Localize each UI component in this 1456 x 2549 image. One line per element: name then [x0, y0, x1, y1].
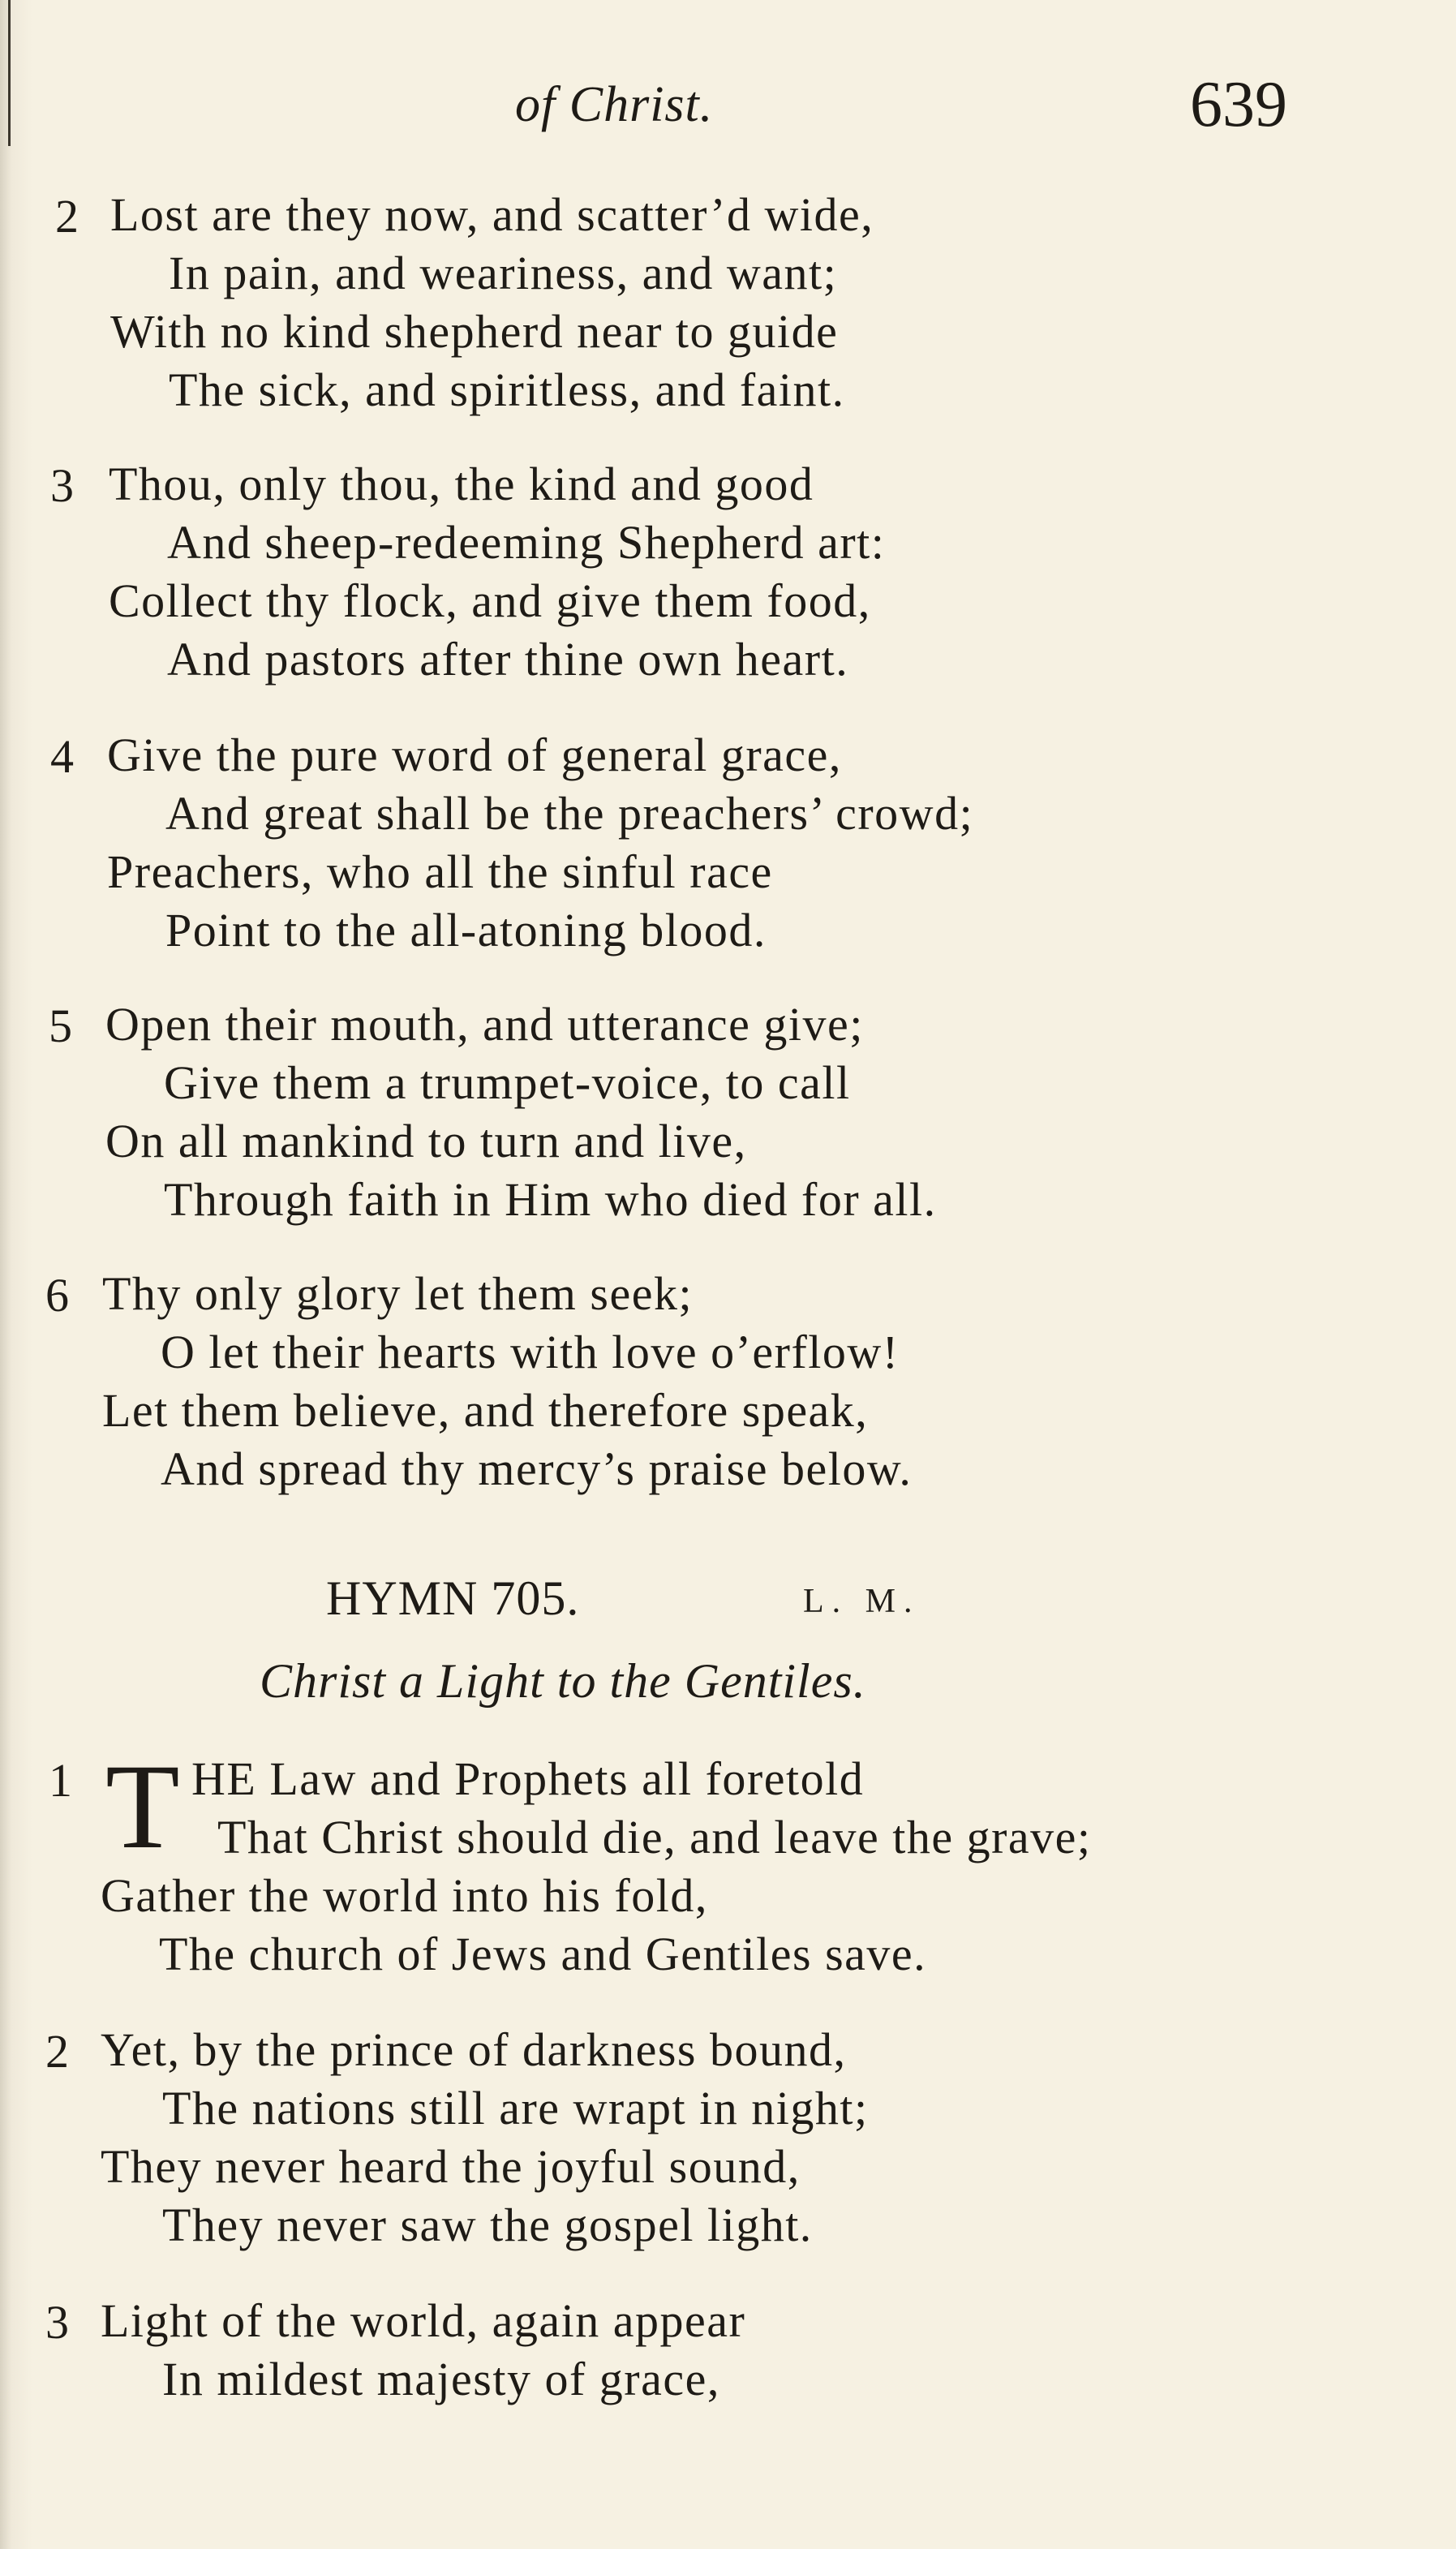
page-number: 639 [1190, 69, 1287, 140]
verse-line: The nations still are wrapt in night; [162, 2082, 869, 2134]
stanza-number: 6 [45, 1269, 69, 1322]
stanza-number: 3 [45, 2296, 69, 2349]
verse-line: Give them a trumpet-voice, to call [164, 1056, 851, 1109]
verse-line: Collect thy flock, and give them food, [109, 574, 871, 627]
verse-line: They never saw the gospel light. [162, 2199, 813, 2251]
verse-line: And pastors after thine own heart. [167, 633, 849, 686]
drop-cap: T [105, 1739, 180, 1874]
hymn-subtitle: Christ a Light to the Gentiles. [260, 1654, 866, 1708]
verse-line: The sick, and spiritless, and faint. [169, 363, 845, 416]
stanza-number: 5 [49, 999, 72, 1052]
verse-line: Thou, only thou, the kind and good [109, 458, 814, 510]
verse-line: That Christ should die, and leave the grave; [217, 1811, 1092, 1863]
verse-line: With no kind shepherd near to guide [110, 305, 839, 358]
verse-line: Let them believe, and therefore speak, [102, 1384, 869, 1437]
verse-line: HE Law and Prophets all foretold [191, 1752, 865, 1805]
verse-line: And great shall be the preachers’ crowd; [165, 787, 974, 840]
verse-line: In pain, and weariness, and want; [169, 247, 838, 299]
verse-line: O let their hearts with love o’erflow! [161, 1326, 900, 1378]
running-title: of Christ. [515, 77, 714, 132]
stanza-number: 2 [55, 190, 79, 243]
hymn-meter: L. M. [803, 1583, 921, 1620]
verse-line: And sheep-redeeming Shepherd art: [167, 516, 886, 569]
verse-line: Yet, by the prince of darkness bound, [101, 2023, 847, 2076]
verse-line: The church of Jews and Gentiles save. [159, 1928, 927, 1980]
verse-line: In mildest majesty of grace, [162, 2353, 720, 2405]
stanza-number: 2 [45, 2025, 69, 2078]
verse-line: Gather the world into his fold, [101, 1869, 708, 1922]
verse-line: They never heard the joyful sound, [101, 2140, 801, 2193]
hymn-heading: HYMN 705. [326, 1571, 580, 1625]
verse-line: Light of the world, again appear [101, 2294, 746, 2347]
verse-line: Point to the all-atoning blood. [165, 904, 767, 956]
stanza-number: 3 [50, 459, 74, 512]
verse-line: And spread thy mercy’s praise below. [161, 1442, 913, 1495]
gutter-edge [8, 0, 11, 146]
verse-line: Thy only glory let them seek; [102, 1267, 694, 1320]
verse-line: Preachers, who all the sinful race [107, 845, 773, 898]
stanza-number: 4 [50, 730, 74, 783]
verse-line: Open their mouth, and utterance give; [105, 998, 864, 1051]
verse-line: Lost are they now, and scatter’d wide, [110, 188, 874, 241]
verse-line: On all mankind to turn and live, [105, 1115, 747, 1167]
verse-line: Give the pure word of general grace, [107, 729, 842, 781]
verse-line: Through faith in Him who died for all. [164, 1173, 937, 1226]
stanza-number: 1 [49, 1754, 72, 1807]
